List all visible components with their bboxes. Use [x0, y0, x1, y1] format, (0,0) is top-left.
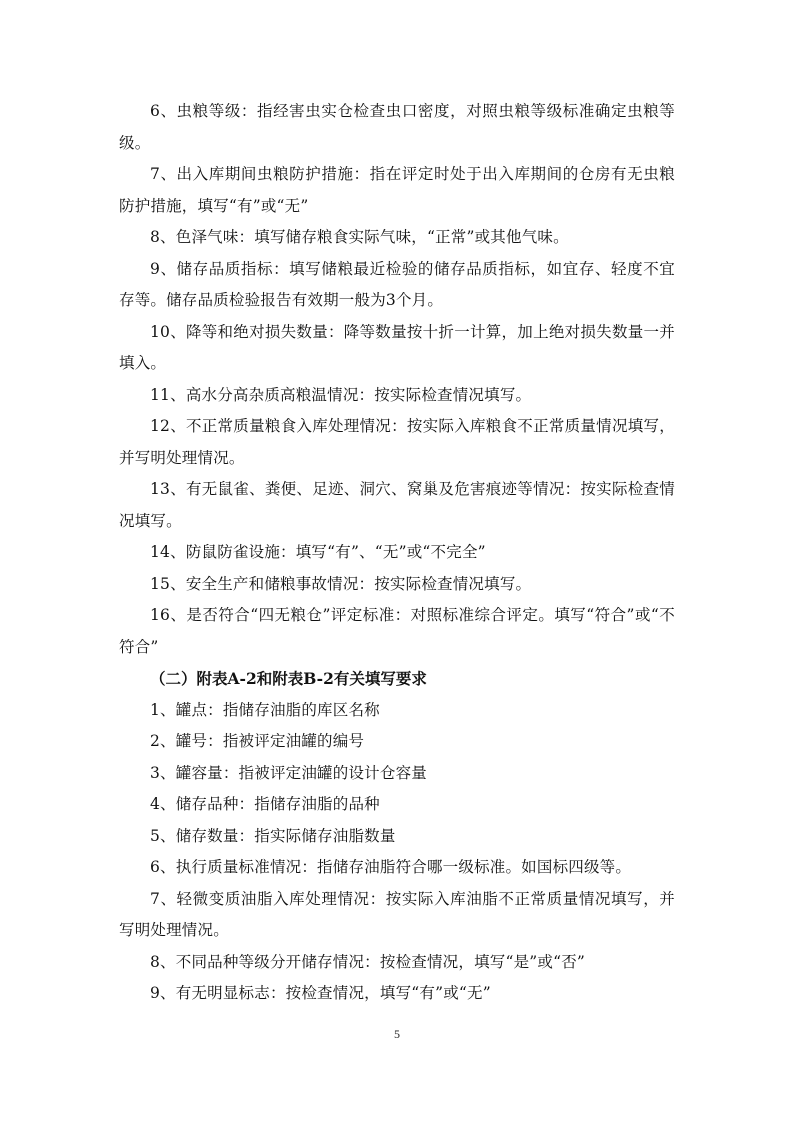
paragraph-item-9-quality-index: 9、储存品质指标：填写储粮最近检验的储存品质指标，如宜存、轻度不宜存等。储存品质检验报告有效期一般为3个月。	[119, 259, 675, 309]
paragraph-tank-5: 5、储存数量：指实际储存油脂数量	[150, 826, 396, 845]
paragraph-tank-9: 9、有无明显标志：按检查情况，填写“有”或“无”	[150, 984, 491, 1002]
section-heading: （二）附表A-2和附表B-2有关填写要求	[150, 669, 427, 688]
paragraph-item-16-standard: 16、是否符合“四无粮仓”评定标准：对照标准综合评定。填写“符合”或“不符合”	[119, 606, 675, 656]
paragraph-item-8-color-odor: 8、色泽气味：填写储存粮食实际气味，“正常”或其他气味。	[150, 228, 569, 246]
paragraph-item-12-abnormal: 12、不正常质量粮食入库处理情况：按实际入库粮食不正常质量情况填写，并写明处理情况。	[119, 417, 675, 467]
page-number: 5	[394, 1027, 400, 1041]
paragraph-tank-2: 2、罐号：指被评定油罐的编号	[150, 732, 365, 750]
paragraph-tank-7: 7、轻微变质油脂入库处理情况：按实际入库油脂不正常质量情况填写，并写明处理情况。	[119, 889, 675, 939]
paragraph-tank-8: 8、不同品种等级分开储存情况：按检查情况，填写“是”或“否”	[150, 952, 586, 971]
paragraph-item-13-rodents: 13、有无鼠雀、粪便、足迹、洞穴、窝巢及危害痕迹等情况：按实际检查情况填写。	[119, 480, 675, 530]
paragraph-item-14-facilities: 14、防鼠防雀设施：填写“有”、“无”或“不完全”	[150, 543, 486, 561]
paragraph-item-6-pest-grade: 6、虫粮等级：指经害虫实仓检查虫口密度，对照虫粮等级标准确定虫粮等级。	[119, 102, 675, 152]
paragraph-item-7-protection: 7、出入库期间虫粮防护措施：指在评定时处于出入库期间的仓房有无虫粮防护措施，填写“有”或“无”	[119, 165, 675, 215]
paragraph-item-15-safety: 15、安全生产和储粮事故情况：按实际检查情况填写。	[150, 574, 532, 593]
paragraph-tank-6: 6、执行质量标准情况：指储存油脂符合哪一级标准。如国标四级等。	[150, 858, 632, 876]
paragraph-item-11-moisture: 11、高水分高杂质高粮温情况：按实际检查情况填写。	[150, 385, 532, 404]
paragraph-item-10-loss: 10、降等和绝对损失数量：降等数量按十折一计算，加上绝对损失数量一并填入。	[119, 322, 675, 372]
paragraph-tank-3: 3、罐容量：指被评定油罐的设计仓容量	[150, 763, 427, 782]
page-body	[119, 96, 675, 1010]
paragraph-tank-1: 1、罐点：指储存油脂的库区名称	[150, 700, 380, 719]
paragraph-tank-4: 4、储存品种：指储存油脂的品种	[150, 795, 380, 813]
